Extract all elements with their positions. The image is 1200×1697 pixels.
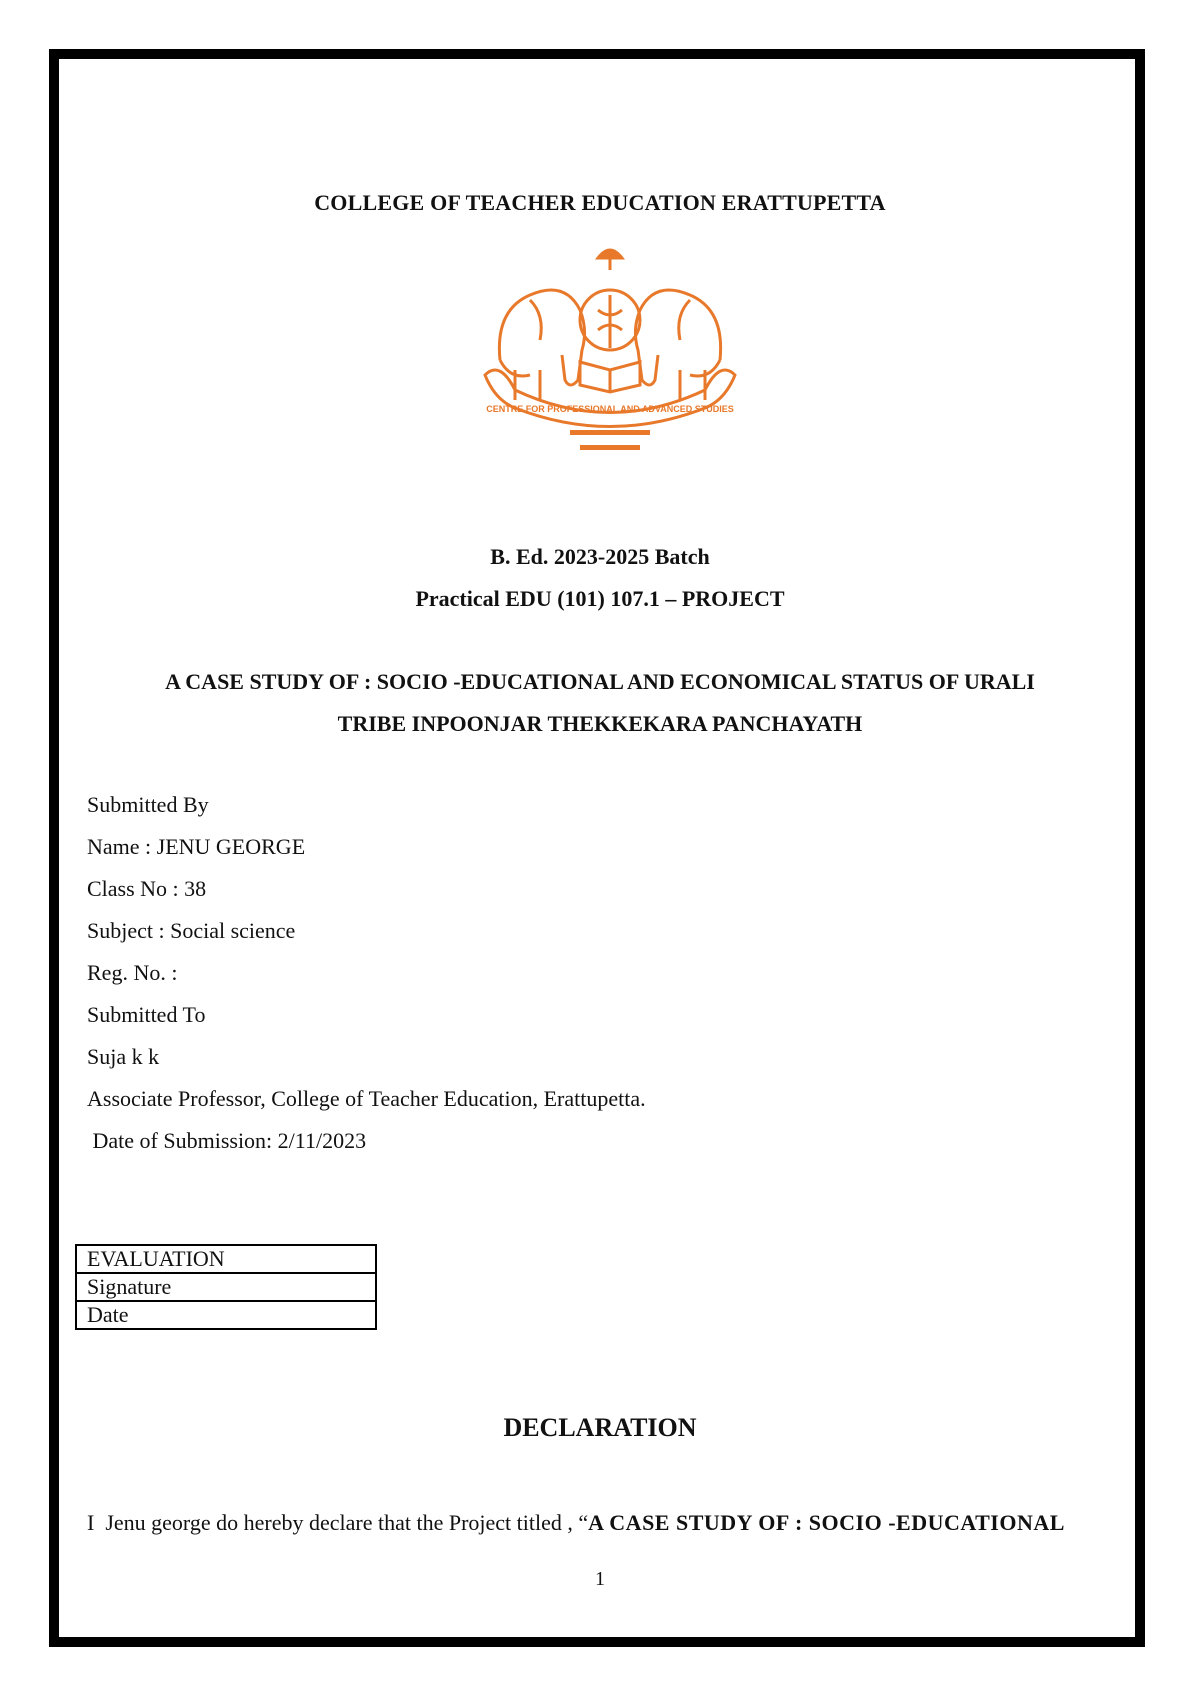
- declaration-text-bold: A CASE STUDY OF : SOCIO -EDUCATIONAL: [588, 1510, 1065, 1535]
- submitted-by-label: Submitted By: [87, 792, 209, 817]
- kerala-emblem-logo: [470, 240, 750, 470]
- table-row: [76, 1273, 376, 1301]
- table-row: [76, 1245, 376, 1273]
- subject: Subject : Social science: [87, 918, 296, 943]
- table-cell: Date: [76, 1301, 376, 1329]
- project-title-line1: A CASE STUDY OF : SOCIO -EDUCATIONAL AND ECONOMICAL STATUS OF URALI: [165, 669, 1035, 694]
- declaration-heading: DECLARATION: [503, 1413, 697, 1442]
- batch-line: B. Ed. 2023-2025 Batch: [490, 544, 710, 569]
- logo-banner-text: CENTRE FOR PROFESSIONAL AND ADVANCED STUDIES: [486, 404, 734, 414]
- student-name: Name : JENU GEORGE: [87, 834, 306, 859]
- declaration-text-plain: I Jenu george do hereby declare that the Project titled , “: [87, 1510, 589, 1535]
- class-no: Class No : 38: [87, 876, 207, 901]
- declaration-text: [87, 1510, 1065, 1536]
- table-cell: EVALUATION: [76, 1245, 376, 1273]
- submission-date: Date of Submission: 2/11/2023: [87, 1128, 367, 1153]
- project-title-line2: TRIBE INPOONJAR THEKKEKARA PANCHAYATH: [337, 711, 863, 736]
- submitted-to-label: Submitted To: [87, 1002, 206, 1027]
- evaluation-table: [75, 1244, 377, 1330]
- teacher-name: Suja k k: [87, 1044, 160, 1069]
- teacher-designation: Associate Professor, College of Teacher Education, Erattupetta.: [87, 1086, 646, 1111]
- reg-no: Reg. No. :: [87, 960, 178, 985]
- college-name: COLLEGE OF TEACHER EDUCATION ERATTUPETTA: [314, 190, 886, 215]
- table-cell: Signature: [76, 1273, 376, 1301]
- table-row: [76, 1301, 376, 1329]
- practical-line: Practical EDU (101) 107.1 – PROJECT: [415, 586, 785, 611]
- page-number: 1: [595, 1568, 605, 1590]
